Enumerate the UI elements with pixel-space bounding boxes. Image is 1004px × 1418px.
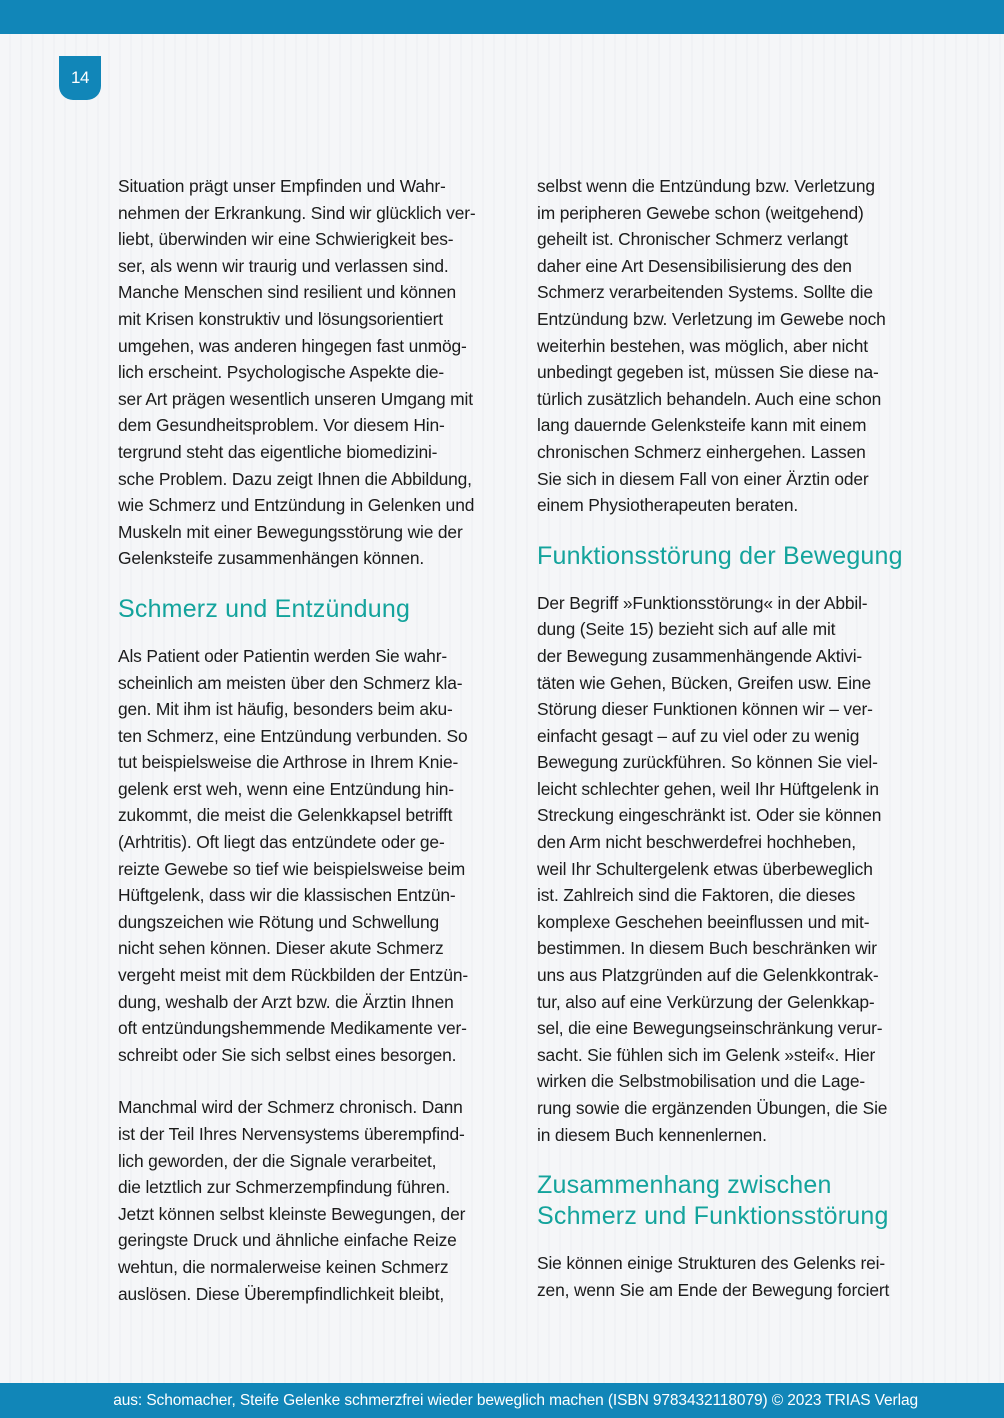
heading-schmerz-und-entzuendung: Schmerz und Entzündung [118,594,411,623]
right-paragraph-2: Der Begriff »Funktionsstörung« in der Abbil- dung (Seite 15) bezieht sich auf alle mit der Bewegung zusammenhängende Aktivi- täten wie Gehen, Bücken, Greifen usw. Eine Störung dieser Funktionen können wir – ver- einfacht gesagt – auf zu viel oder zu wenig Bewegung zurückführen. So können Sie viel- leicht schlechter gehen, weil Ihr Hüftgelenk in Streckung eingeschränkt ist. Oder sie können den Arm nicht beschwerdefrei hochheben, weil Ihr Schultergelenk etwas überbeweglich ist. Zahlreich sind die Faktoren, die dieses komplexe Geschehen beeinflussen und mit- bestimmen. In diesem Buch beschränken wir uns aus Platzgründen auf die Gelenkkontrak- tur, also auf eine Verkürzung der Gelenkkap- sel, die eine Bewegungseinschränkung verur- sacht. Sie fühlen sich im Gelenk »steif«. Hier wirken die Selbstmobilisation und die Lage- rung sowie die ergänzenden Übungen, die Sie in diesem Buch kennenlernen. [537,592,888,1145]
page-number-tab [59,56,101,100]
right-column [537,173,922,1303]
footer-bar [0,1383,1004,1418]
right-paragraph-1: selbst wenn die Entzündung bzw. Verletzung im peripheren Gewebe schon (weitgehend) geheilt ist. Chronischer Schmerz verlangt daher eine Art Desensibilisierung des den Schmerz verarbeitenden Systems. Sollte die Entzündung bzw. Verletzung im Gewebe noch weiterhin bestehen, was möglich, aber nicht unbedingt gegeben ist, müssen Sie diese na- türlich zusätzlich behandeln. Auch eine schon lang dauernde Gelenksteife kann mit einem chronischen Schmerz einhergehen. Lassen Sie sich in diesem Fall von einer Ärztin oder einem Physiotherapeuten beraten. [537,176,886,516]
heading-funktionsstoerung: Funktionsstörung der Bewegung [537,541,903,570]
page-number: 14 [71,68,89,87]
left-paragraph-3: Manchmal wird der Schmerz chronisch. Dann ist der Teil Ihres Nervensystems überempfind- lich geworden, der die Signale verarbeitet, die letztlich zur Schmerzempfindung führen. Jetzt können selbst kleinste Bewegungen, der geringste Druck und ähnliche einfache Reize wehtun, die normalerweise keinen Schmerz auslösen. Diese Überempfindlichkeit bleibt, [118,1097,466,1304]
left-paragraph-1: Situation prägt unser Empfinden und Wahr- nehmen der Erkrankung. Sind wir glücklich ver- liebt, überwinden wir eine Schwierigkeit bes- ser, als wenn wir traurig und verlassen sind. Manche Menschen sind resilient und können mit Krisen konstruktiv und lösungsorientiert umgehen, was anderen hingegen fast unmög- lich erscheint. Psychologische Aspekte die- ser Art prägen wesentlich unseren Umgang mit dem Gesundheitsproblem. Vor diesem Hin- tergrund steht das eigentliche biomedizini- sche Problem. Dazu zeigt Ihnen die Abbildung, wie Schmerz und Entzündung in Gelenken und Muskeln mit einer Bewegungsstörung wie der Gelenksteife zusammenhängen können. [118,176,476,569]
top-bar [0,0,1004,34]
footer-citation: aus: Schomacher, Steife Gelenke schmerzfrei wieder beweglich machen (ISBN 9783432118079) © 2023 TRIAS Verlag [113,1391,918,1409]
left-column [118,173,508,1307]
right-paragraph-3: Sie können einige Strukturen des Gelenks rei- zen, wenn Sie am Ende der Bewegung forciert [537,1253,890,1300]
heading-zusammenhang: Zusammenhang zwischen Schmerz und Funktionsstörung [537,1171,889,1231]
left-paragraph-2: Als Patient oder Patientin werden Sie wahr- scheinlich am meisten über den Schmerz kla- gen. Mit ihm ist häufig, besonders beim aku- ten Schmerz, eine Entzündung verbunden. So tut beispielsweise die Arthrose in Ihrem Knie- gelenk erst weh, wenn eine Entzündung hin- zukommt, die meist die Gelenkkapsel betrifft (Arhtritis). Oft liegt das entzündete oder ge- reizte Gewebe so tief wie beispielsweise beim Hüftgelenk, dass wir die klassischen Entzün- dungszeichen wie Rötung und Schwellung nicht sehen können. Dieser akute Schmerz vergeht meist mit dem Rückbilden der Entzün- dung, weshalb der Arzt bzw. die Ärztin Ihnen oft entzündungshemmende Medikamente ver- schreibt oder Sie sich selbst eines besorgen. [118,645,469,1065]
